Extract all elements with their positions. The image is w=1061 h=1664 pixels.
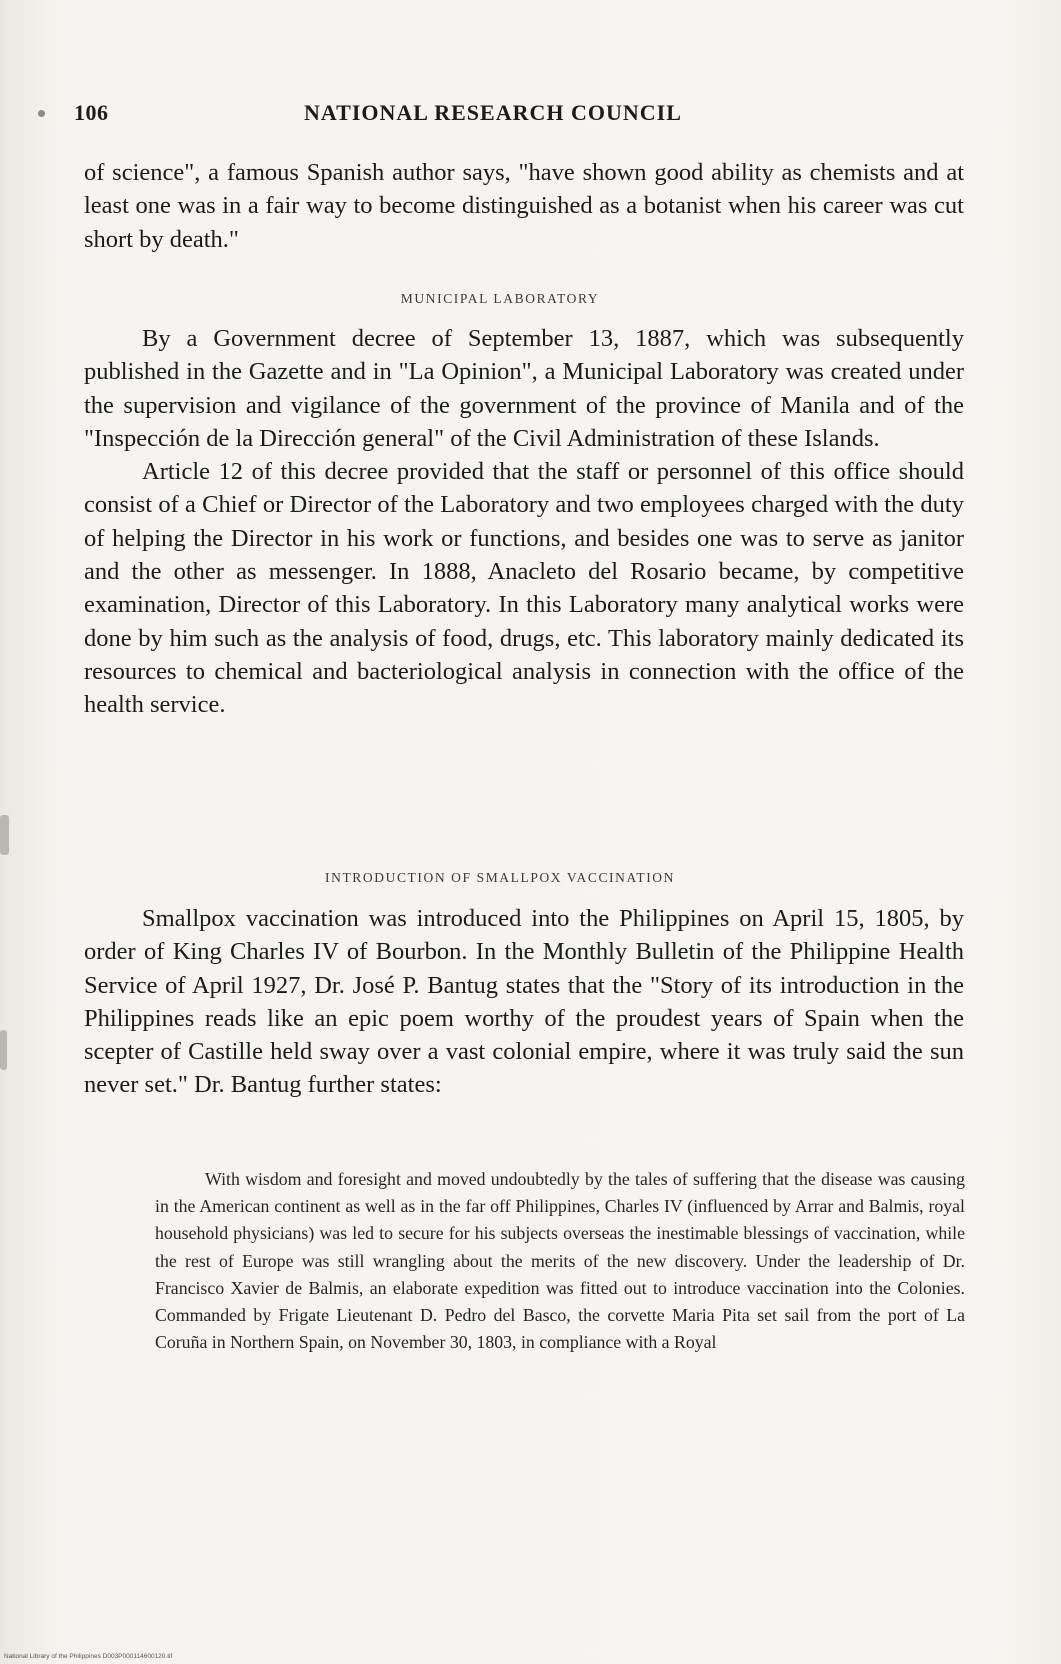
scan-edge-mark-lower bbox=[0, 1030, 7, 1070]
intro-paragraph-block bbox=[84, 156, 964, 256]
scan-edge-mark-upper bbox=[0, 815, 9, 855]
running-head: NATIONAL RESEARCH COUNCIL bbox=[304, 100, 682, 125]
paragraph-intro-tail: of science", a famous Spanish author says, "have shown good ability as chemists and at least one was in a fair way to become distinguished as a botanist when his career was cut short by death." bbox=[84, 159, 964, 253]
municipal-section-block bbox=[84, 322, 964, 722]
section-heading-municipal: MUNICIPAL LABORATORY bbox=[400, 291, 600, 306]
smallpox-section-block bbox=[84, 902, 964, 1102]
scan-footer: National Library of the Philippines D003P000114600120.tif bbox=[4, 1653, 173, 1660]
paragraph-municipal-decree: By a Government decree of September 13, 1887, which was subsequently published in the Gazette and in "La Opinion", a Municipal Laboratory was created under the supervision and vigilance of the government of the province of Manila and of the "Inspección de la Dirección general" of the Civil Administration of these Islands. bbox=[84, 325, 964, 452]
block-quote bbox=[155, 1166, 965, 1356]
page-number: 106 bbox=[74, 100, 109, 125]
paragraph-smallpox: Smallpox vaccination was introduced into the Philippines on April 15, 1805, by order of King Charles IV of Bourbon. In the Monthly Bulletin of the Philippine Health Service of April 1927, Dr. José P. Bantug states that the "Story of its introduction in the Philippines reads like an epic poem worthy of the proudest years of Spain when the scepter of Castille held sway over a vast colonial empire, where it was truly said the sun never set." Dr. Bantug further states: bbox=[84, 905, 964, 1099]
paragraph-municipal-article: Article 12 of this decree provided that the staff or personnel of this office should consist of a Chief or Director of the Laboratory and two employees charged with the duty of helping the Director in his work or functions, and besides one was to serve as janitor and the other as messenger. In 1888, Anacleto del Rosario became, by competitive examination, Director of this Laboratory. In this Laboratory many analytical works were done by him such as the analysis of food, drugs, etc. This laboratory mainly dedicated its resources to chemical and bacteriological analysis in connection with the office of the health service. bbox=[84, 458, 964, 719]
block-quote-text: With wisdom and foresight and moved undoubtedly by the tales of suffering that the disease was causing in the American continent as well as in the far off Philippines, Charles IV (influenced by Arrar and Balmis, royal household physicians) was led to secure for his subjects overseas the inestimable blessings of vaccination, while the rest of Europe was still wrangling about the merits of the new discovery. Under the leadership of Dr. Francisco Xavier de Balmis, an elaborate expedition was fitted out to introduce vaccination into the Colonies. Commanded by Frigate Lieutenant D. Pedro del Basco, the corvette Maria Pita set sail from the port of La Coruña in Northern Spain, on November 30, 1803, in compliance with a Royal bbox=[155, 1169, 965, 1353]
margin-dot bbox=[38, 110, 45, 117]
section-heading-smallpox: INTRODUCTION OF SMALLPOX VACCINATION bbox=[325, 870, 675, 885]
